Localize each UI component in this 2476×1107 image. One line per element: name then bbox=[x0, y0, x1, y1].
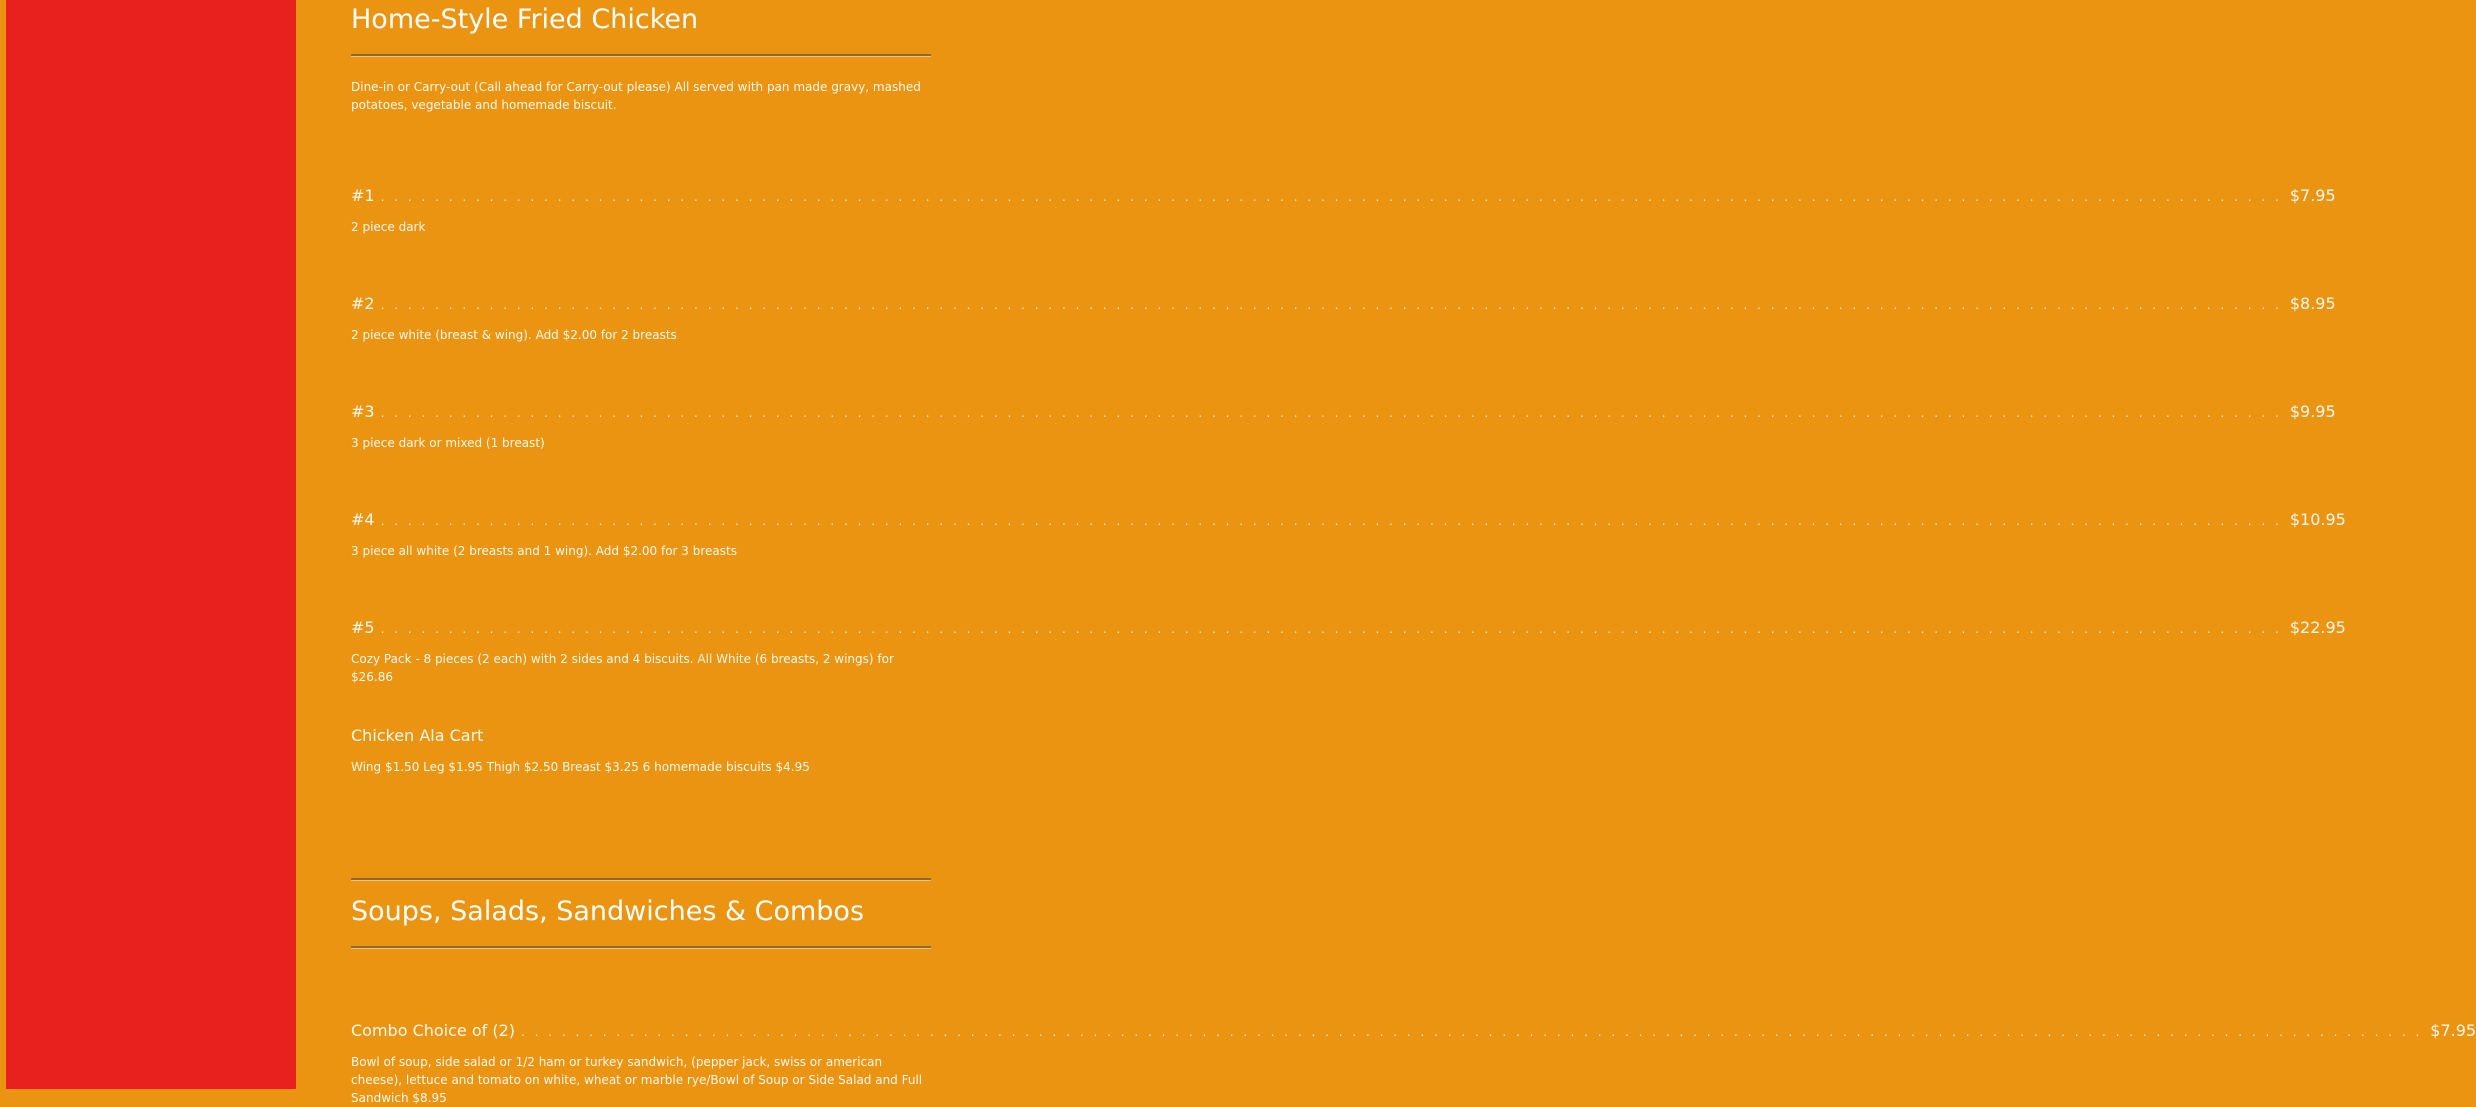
item-description: 2 piece dark bbox=[351, 220, 426, 234]
item-name: #5 bbox=[351, 618, 375, 637]
item-price: $7.95 bbox=[2430, 1021, 2476, 1040]
section-divider bbox=[351, 54, 931, 57]
section-title-soups: Soups, Salads, Sandwiches & Combos bbox=[351, 896, 865, 927]
section-intro: Dine-in or Carry-out (Call ahead for Carry-out please) All served with pan made gravy, mashed potatoes, vegetable and homemade biscuit. bbox=[351, 80, 921, 112]
item-name: #4 bbox=[351, 510, 375, 529]
menu-item bbox=[351, 616, 2346, 686]
section-divider bbox=[351, 878, 931, 881]
menu-item bbox=[351, 400, 2336, 452]
item-description: 3 piece dark or mixed (1 breast) bbox=[351, 436, 545, 450]
item-price: $7.95 bbox=[2289, 186, 2336, 205]
ala-cart-item bbox=[351, 724, 931, 776]
dot-leader bbox=[381, 617, 2282, 641]
dot-leader bbox=[381, 401, 2282, 425]
item-description: Wing $1.50 Leg $1.95 Thigh $2.50 Breast $3.25 6 homemade biscuits $4.95 bbox=[351, 760, 810, 774]
dot-leader bbox=[521, 1020, 2422, 1044]
item-name: Chicken Ala Cart bbox=[351, 726, 484, 745]
dot-leader bbox=[381, 293, 2282, 317]
sidebar-panel bbox=[6, 0, 296, 1089]
item-price: $22.95 bbox=[2289, 618, 2346, 637]
dot-leader bbox=[381, 185, 2282, 209]
item-name: #2 bbox=[351, 294, 375, 313]
menu-item bbox=[351, 508, 2346, 560]
menu-item bbox=[351, 184, 2336, 236]
item-price: $9.95 bbox=[2289, 402, 2336, 421]
item-description: Bowl of soup, side salad or 1/2 ham or turkey sandwich, (pepper jack, swiss or american cheese), lettuce and tomato on white, wheat or marble rye/Bowl of Soup or Side Salad and Full Sandwich $8.95 bbox=[351, 1055, 923, 1105]
item-description: 3 piece all white (2 breasts and 1 wing). Add $2.00 for 3 breasts bbox=[351, 544, 737, 558]
item-name: #3 bbox=[351, 402, 375, 421]
item-description: 2 piece white (breast & wing). Add $2.00 for 2 breasts bbox=[351, 328, 677, 342]
item-description: Cozy Pack - 8 pieces (2 each) with 2 sides and 4 biscuits. All White (6 breasts, 2 wings) for $26.86 bbox=[351, 652, 894, 684]
item-name: #1 bbox=[351, 186, 375, 205]
menu-item bbox=[351, 1019, 2476, 1107]
item-price: $8.95 bbox=[2289, 294, 2336, 313]
section-title-fried-chicken: Home-Style Fried Chicken bbox=[351, 4, 699, 35]
section-divider bbox=[351, 946, 931, 949]
menu-item bbox=[351, 292, 2336, 344]
item-name: Combo Choice of (2) bbox=[351, 1021, 516, 1040]
dot-leader bbox=[381, 509, 2282, 533]
item-price: $10.95 bbox=[2289, 510, 2346, 529]
